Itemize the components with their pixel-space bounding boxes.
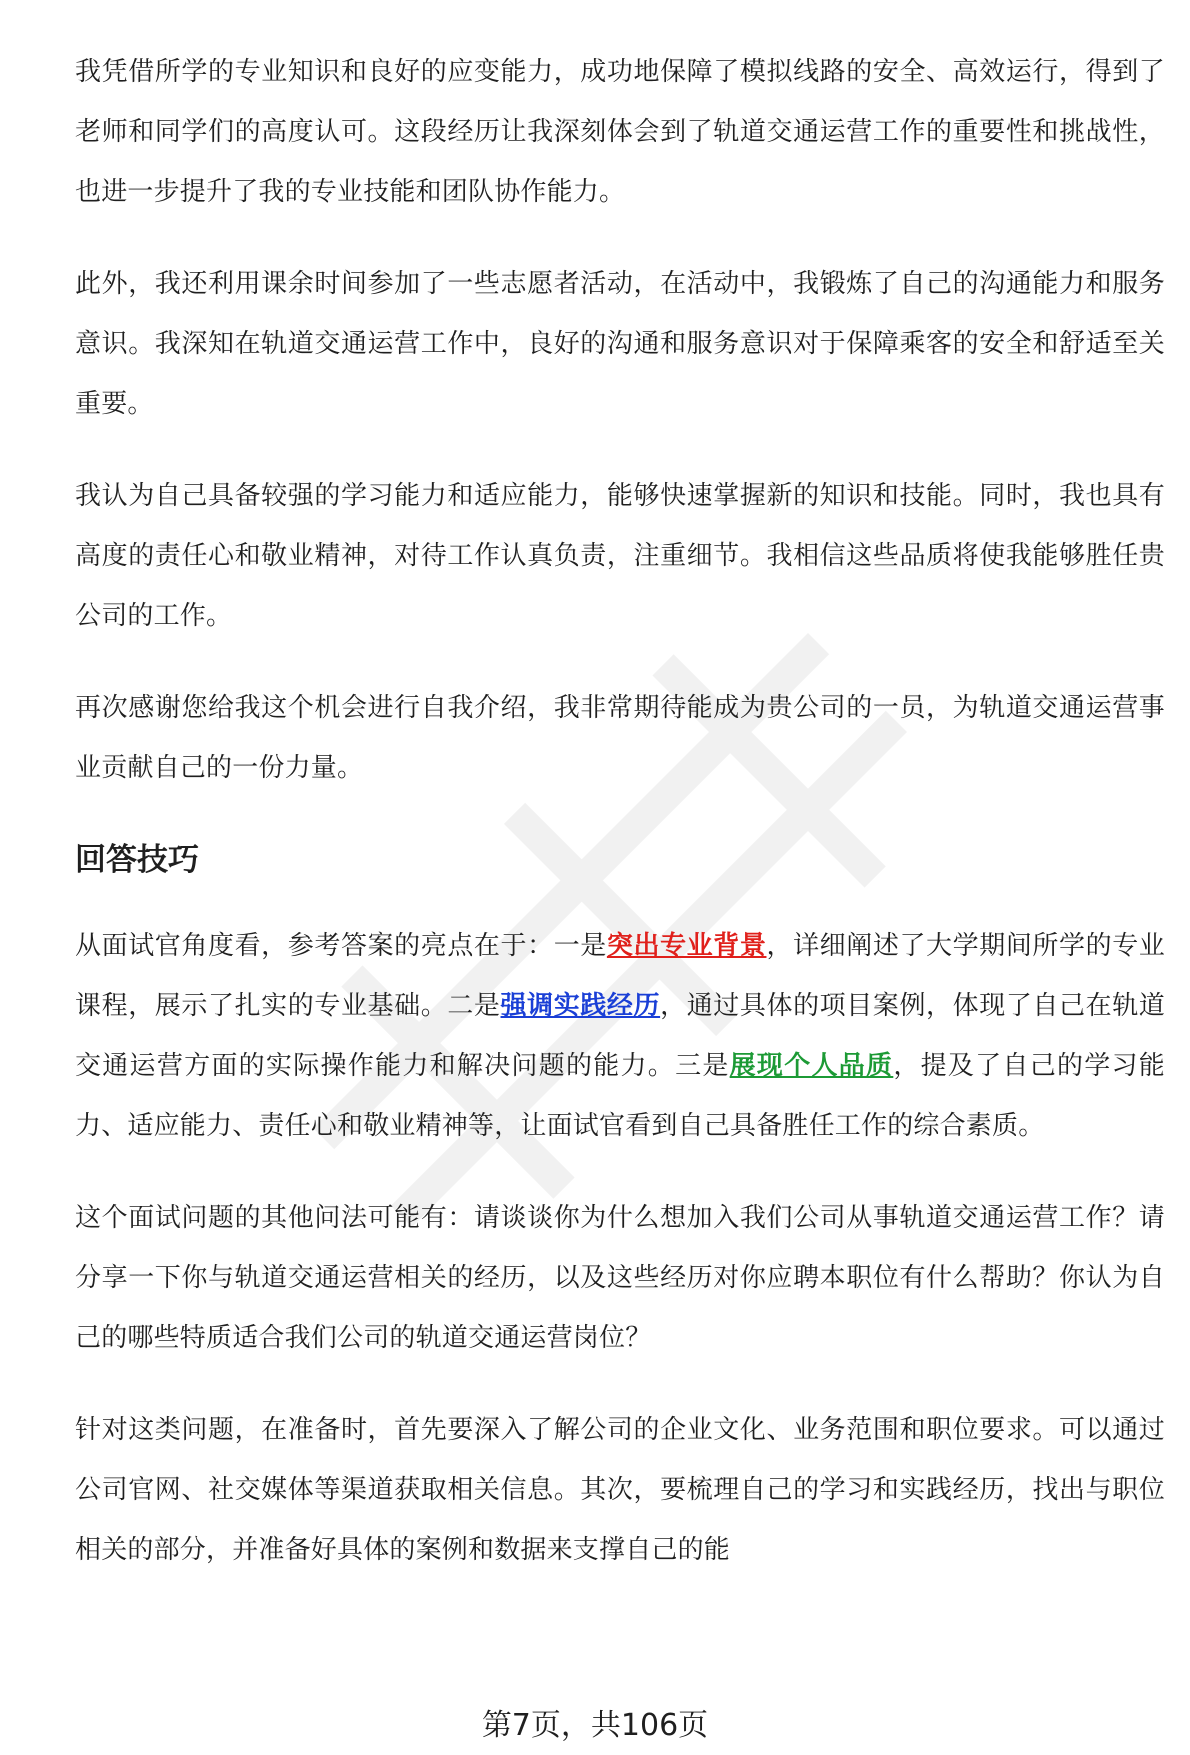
tips-text: ，提及了自己的学习能力、适应能力、责任心和敬业精神等，让面试官看到自己具备胜任工作的综合素质。 xyxy=(75,1051,1165,1141)
body-paragraph: 我凭借所学的专业知识和良好的应变能力，成功地保障了模拟线路的安全、高效运行，得到了老师和同学们的高度认可。这段经历让我深刻体会到了轨道交通运营工作的重要性和挑战性，也进一步提升了我的专业技能和团队协作能力。 xyxy=(75,57,1165,207)
tips-text: ，详细阐述了大学期间所学的专业课程，展示了扎实的专业基础。二是 xyxy=(75,931,1165,1021)
body-paragraph: 我认为自己具备较强的学习能力和适应能力，能够快速掌握新的知识和技能。同时，我也具有高度的责任心和敬业精神，对待工作认真负责，注重细节。我相信这些品质将使我能够胜任贵公司的工作。 xyxy=(75,481,1165,631)
body-paragraph: 此外，我还利用课余时间参加了一些志愿者活动，在活动中，我锻炼了自己的沟通能力和服务意识。我深知在轨道交通运营工作中，良好的沟通和服务意识对于保障乘客的安全和舒适至关重要。 xyxy=(75,269,1165,419)
body-paragraph: 再次感谢您给我这个机会进行自我介绍，我非常期待能成为贵公司的一员，为轨道交通运营事业贡献自己的一份力量。 xyxy=(75,693,1165,783)
body-paragraph: 这个面试问题的其他问法可能有：请谈谈你为什么想加入我们公司从事轨道交通运营工作？请分享一下你与轨道交通运营相关的经历，以及这些经历对你应聘本职位有什么帮助？你认为自己的哪些特质适合我们公司的轨道交通运营岗位？ xyxy=(75,1203,1165,1353)
tips-text: 从面试官角度看，参考答案的亮点在于：一是 xyxy=(75,931,607,961)
highlight-professional-background: 突出专业背景 xyxy=(606,931,767,961)
page-number-footer: 第7页，共106页 xyxy=(481,1708,709,1743)
tips-paragraph xyxy=(75,916,1165,1156)
tips-text: ，通过具体的项目案例，体现了自己在轨道交通运营方面的实际操作能力和解决问题的能力。三是 xyxy=(75,991,1165,1081)
highlight-practice-experience: 强调实践经历 xyxy=(500,991,661,1021)
highlight-personal-quality: 展现个人品质 xyxy=(729,1051,894,1081)
body-paragraph: 针对这类问题，在准备时，首先要深入了解公司的企业文化、业务范围和职位要求。可以通过公司官网、社交媒体等渠道获取相关信息。其次，要梳理自己的学习和实践经历，找出与职位相关的部分，并准备好具体的案例和数据来支撑自己的能 xyxy=(75,1415,1165,1565)
section-heading: 回答技巧 xyxy=(75,842,199,878)
document-body xyxy=(75,42,1165,1612)
